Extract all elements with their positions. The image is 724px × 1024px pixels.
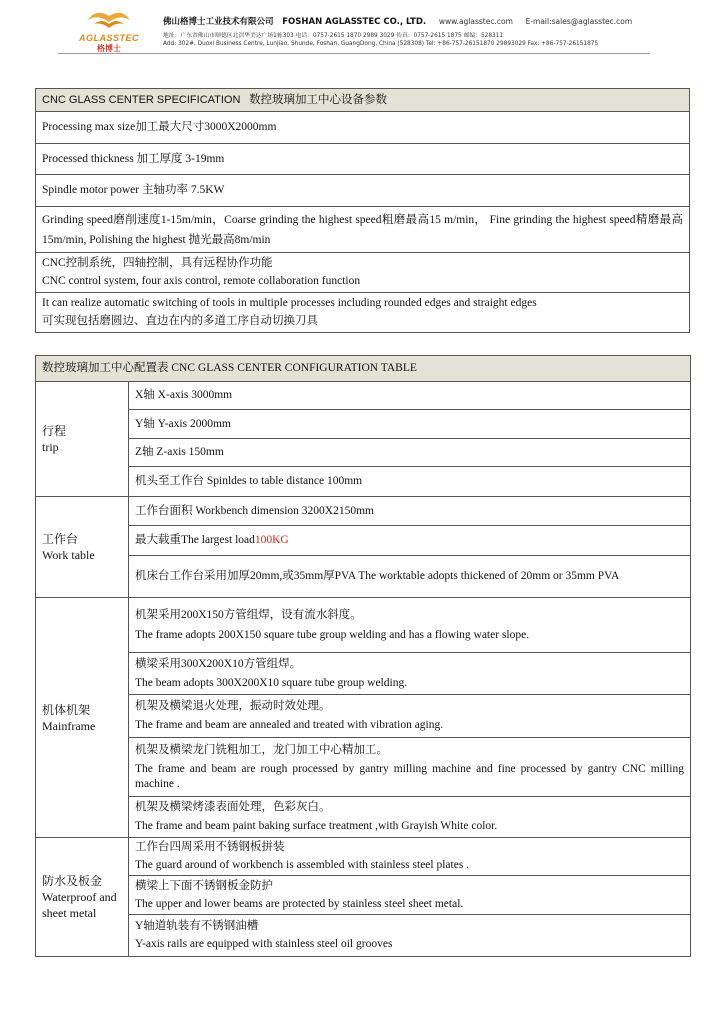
row-text-en: The upper and lower beams are protected by stainless steel sheet metal. bbox=[135, 897, 464, 910]
spec-row-line: It can realize automatic switching of tools in multiple processes including rounded edges and straight edges bbox=[42, 297, 537, 309]
config-title: 数控玻璃加工中心配置表 CNC GLASS CENTER CONFIGURATION TABLE bbox=[36, 356, 691, 382]
category-waterproof bbox=[36, 838, 129, 957]
config-row bbox=[129, 695, 691, 738]
address-cn: 地址：广东省佛山市顺德区北滘华美达广场1栋303 电话：0757-2615 1870 2989 3029 传真：0757-2615 1875 邮编：528311 bbox=[163, 33, 504, 39]
row-text-en: Y-axis rails are equipped with stainless steel oil grooves bbox=[135, 938, 393, 950]
address-en: Add: 302#, Duoxi Business Centre, Lunjiao, Shunde, Foshan, GuangDong, China (528308) Tel: +86-757-26151870 29893029 Fax: +86-757-26151875 bbox=[163, 41, 599, 47]
spec-row: Processing max size加工最大尺寸3000X2000mm bbox=[36, 112, 690, 144]
letterhead bbox=[0, 0, 724, 60]
spec-row-line: CNC控制系统，四轴控制，具有远程协作功能 bbox=[42, 257, 273, 269]
row-text-en: The guard around of workbench is assembled with stainless steel plates . bbox=[135, 859, 470, 871]
category-label-en: Waterproof and sheet metal bbox=[42, 890, 117, 920]
spec-row: Spindle motor power 主轴功率 7.5KW bbox=[36, 175, 690, 207]
config-row bbox=[129, 876, 691, 915]
config-row bbox=[129, 526, 691, 556]
category-label-en: Mainframe bbox=[42, 718, 96, 733]
category-label-en: Work table bbox=[42, 548, 95, 562]
company-name-en: FOSHAN AGLASSTEC CO., LTD. bbox=[282, 17, 427, 27]
specification-table bbox=[35, 88, 690, 333]
row-text-cn: 机架及横梁烤漆表面处理，色彩灰白。 bbox=[135, 801, 331, 813]
row-text-en: The frame and beam are rough processed by gantry milling machine and fine processed by gantry CNC milling machine . bbox=[135, 762, 684, 790]
row-text-en: The frame adopts 200X150 square tube group welding and has a flowing water slope. bbox=[135, 628, 530, 641]
spec-row-line: CNC control system, four axis control, remote collaboration function bbox=[42, 275, 361, 287]
website-link[interactable]: www.aglasstec.com bbox=[438, 17, 513, 26]
row-text-cn: 横梁采用300X200X10方管组焊。 bbox=[135, 657, 302, 670]
config-row bbox=[129, 915, 691, 957]
logo-mark-icon bbox=[86, 6, 132, 32]
config-row bbox=[129, 653, 691, 695]
row-text-cn: 工作台四周采用不锈钢板拼装 bbox=[135, 841, 285, 853]
spec-row bbox=[36, 253, 690, 293]
category-label-cn: 工作台 bbox=[42, 532, 79, 546]
category-label-cn: 机体机架 bbox=[42, 702, 91, 717]
row-text-cn: 机架采用200X150方管组焊，设有流水斜度。 bbox=[135, 608, 362, 621]
category-work-table bbox=[36, 497, 129, 598]
row-text-cn: Y轴道轨装有不锈钢油槽 bbox=[135, 920, 259, 932]
row-text-cn: 机架及横梁龙门铣粗加工，龙门加工中心精加工。 bbox=[135, 743, 388, 756]
spec-row bbox=[36, 293, 690, 333]
config-row: X轴 X-axis 3000mm bbox=[129, 382, 691, 410]
company-logo bbox=[78, 6, 140, 54]
row-text-cn: 横梁上下面不锈钢板金防护 bbox=[135, 879, 273, 892]
header-divider bbox=[58, 53, 650, 54]
spec-title-cn: 数控玻璃加工中心设备参数 bbox=[249, 93, 388, 106]
config-row bbox=[129, 838, 691, 876]
spec-title bbox=[36, 89, 690, 112]
row-text-en: The frame and beam paint baking surface treatment ,with Grayish White color. bbox=[135, 820, 498, 832]
email-link[interactable]: E-mail:sales@aglasstec.com bbox=[525, 17, 633, 26]
spec-row: Grinding speed磨削速度1-15m/min，Coarse grinding the highest speed粗磨最高15 m/min， Fine grinding the highest speed精磨最高15m/min, Polishing the highest 抛光最高8m/min bbox=[36, 207, 690, 253]
configuration-table bbox=[35, 355, 691, 957]
config-row: Z轴 Z-axis 150mm bbox=[129, 439, 691, 467]
row-text-en: The beam adopts 300X200X10 square tube group welding. bbox=[135, 676, 408, 689]
config-row: 机头至工作台 Spinldes to table distance 100mm bbox=[129, 467, 691, 497]
row-text-cn: 机架及横梁退火处理，振动时效处理。 bbox=[135, 700, 331, 712]
row-text-en: The frame and beam are annealed and treated with vibration aging. bbox=[135, 719, 444, 731]
logo-text-en: AGLASSTEC bbox=[78, 33, 139, 43]
config-row bbox=[129, 797, 691, 838]
load-label: 最大载重The largest load bbox=[135, 534, 255, 546]
config-row: Y轴 Y-axis 2000mm bbox=[129, 410, 691, 439]
category-label-cn: 防水及板金 bbox=[42, 874, 103, 888]
company-line bbox=[163, 15, 632, 27]
spec-row: Processed thickness 加工厚度 3-19mm bbox=[36, 144, 690, 175]
category-trip bbox=[36, 382, 129, 497]
config-row: 机床台工作台采用加厚20mm,或35mm厚PVA The worktable adopts thickened of 20mm or 35mm PVA bbox=[129, 556, 691, 598]
config-row bbox=[129, 738, 691, 797]
spec-row-line: 可实现包括磨圆边、直边在内的多道工序自动切换刀具 bbox=[42, 315, 318, 327]
load-value: 100KG bbox=[254, 534, 289, 546]
category-mainframe bbox=[36, 598, 129, 838]
company-name-cn: 佛山格博士工业技术有限公司 bbox=[163, 17, 274, 27]
config-row: 工作台面积 Workbench dimension 3200X2150mm bbox=[129, 497, 691, 526]
logo-text-cn: 格博士 bbox=[97, 44, 121, 53]
category-label-en: trip bbox=[42, 440, 59, 454]
config-row bbox=[129, 598, 691, 653]
spec-title-en: CNC GLASS CENTER SPECIFICATION bbox=[42, 93, 241, 106]
category-label-cn: 行程 bbox=[42, 424, 67, 438]
